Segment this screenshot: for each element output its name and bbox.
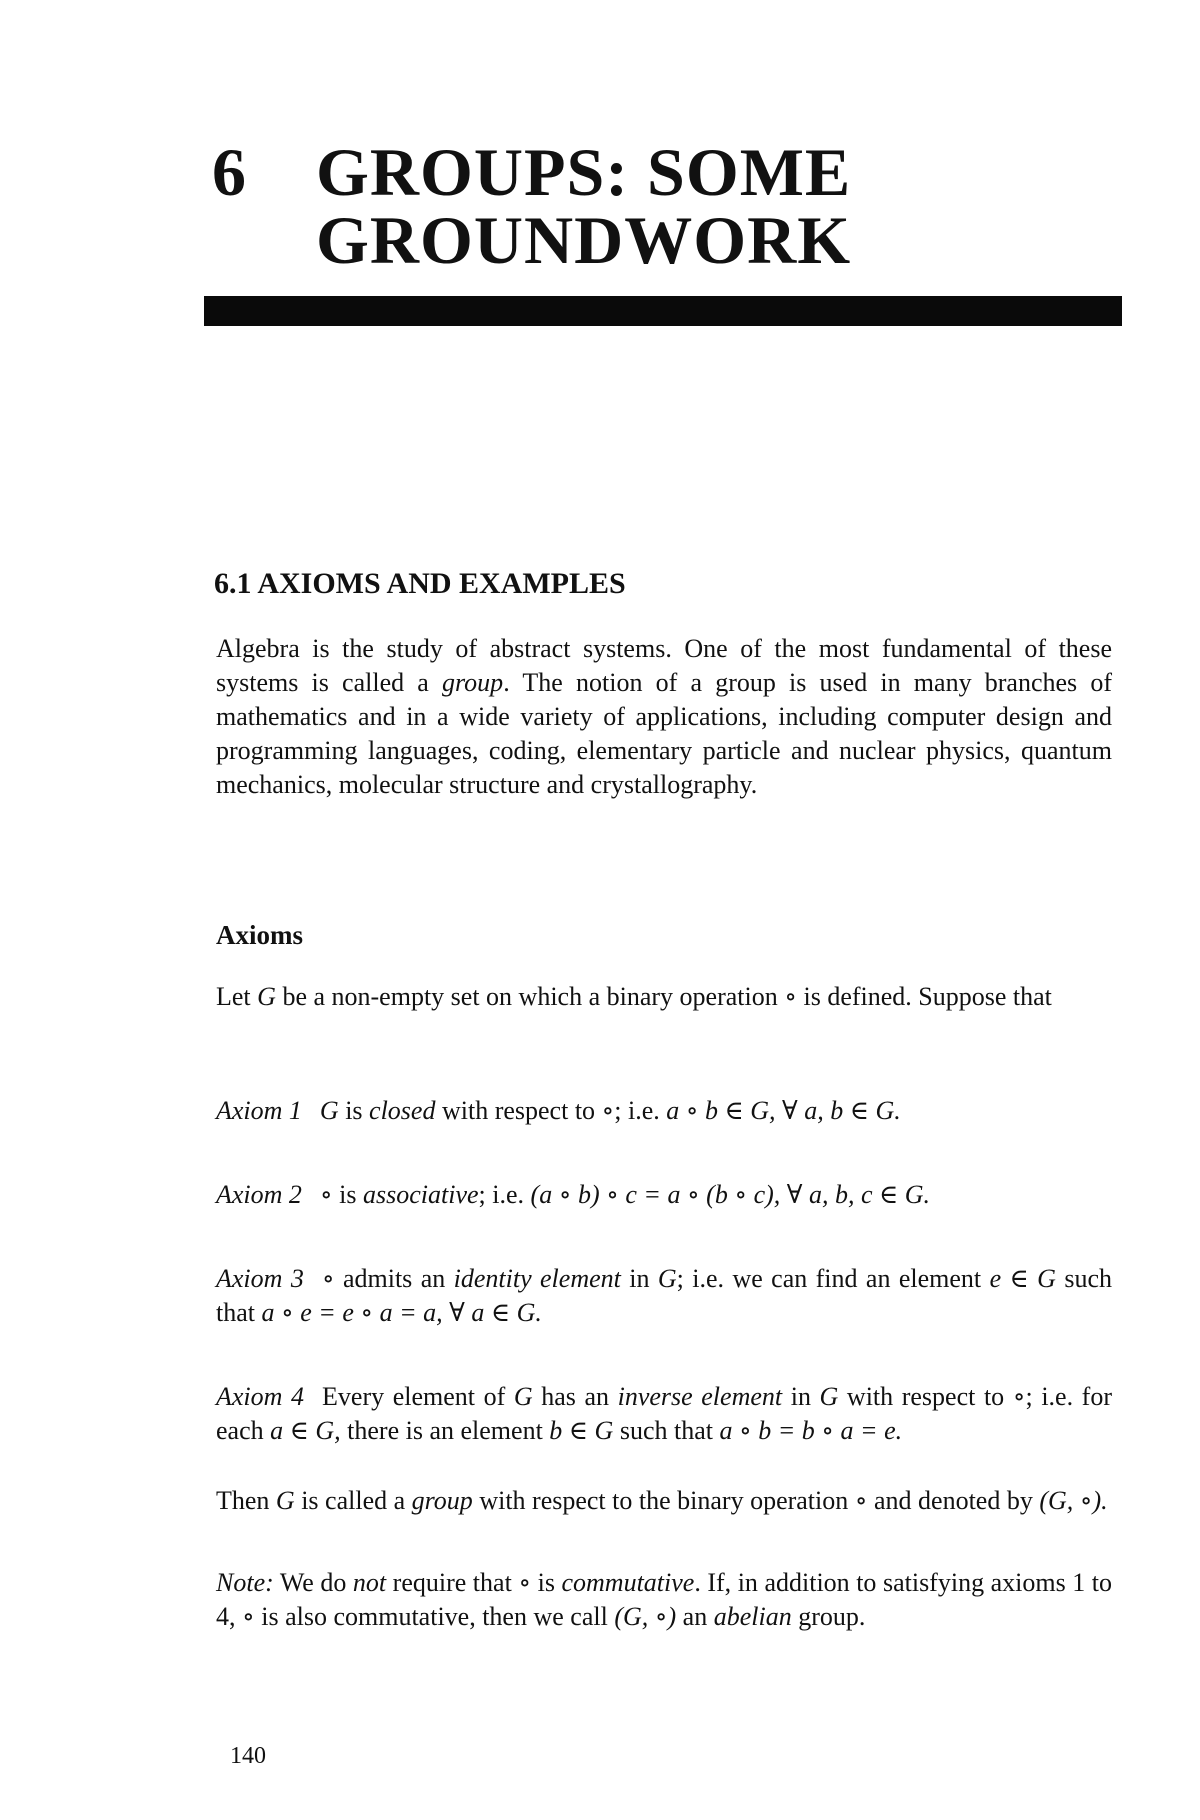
- note-abelian-term: abelian: [713, 1602, 792, 1631]
- let-text-b: be a non-empty set on which a binary operation ∘ is defined. Suppose that: [275, 982, 1052, 1011]
- then-group-term: group: [411, 1486, 473, 1515]
- axiom-2: [216, 1178, 1112, 1212]
- axiom-3-expression-1: e ∈ G: [989, 1264, 1056, 1293]
- axiom-2-expression: (a ∘ b) ∘ c = a ∘ (b ∘ c), ∀ a, b, c ∈ G.: [530, 1180, 931, 1209]
- axiom-3: [216, 1262, 1112, 1330]
- axiom-4-text-b: has an: [532, 1382, 618, 1411]
- axiom-4-text-c: in: [782, 1382, 820, 1411]
- note-text-b: require that ∘ is: [386, 1568, 562, 1597]
- axiom-4-var-g: G: [513, 1382, 533, 1411]
- axiom-2-text-a: ∘ is: [319, 1180, 364, 1209]
- let-var-g: G: [257, 982, 276, 1011]
- axiom-4-inverse-term: inverse element: [617, 1382, 783, 1411]
- then-var-g: G: [275, 1486, 295, 1515]
- axiom-1-text-a: is: [338, 1096, 370, 1125]
- note-text-d: an: [676, 1602, 714, 1631]
- axiom-2-label: Axiom 2: [216, 1180, 302, 1209]
- axiom-4: [216, 1380, 1112, 1448]
- chapter-title-line-1: GROUPS: SOME: [316, 134, 852, 210]
- page-number: 140: [230, 1743, 266, 1769]
- axiom-3-expression-2: a ∘ e = e ∘ a = a, ∀ a ∈ G.: [261, 1298, 542, 1327]
- axiom-3-text-d: such that: [216, 1264, 1112, 1327]
- then-text-c: with respect to the binary operation ∘ and denoted by: [472, 1486, 1040, 1515]
- axiom-1-closed-term: closed: [369, 1096, 436, 1125]
- then-paragraph: [216, 1484, 1112, 1518]
- intro-group-term: group: [442, 668, 504, 697]
- axiom-3-label: Axiom 3: [216, 1264, 304, 1293]
- chapter-title: [316, 134, 852, 278]
- let-paragraph: [216, 980, 1112, 1014]
- intro-text-2: . The notion of a group is used in many branches of mathematics and in a wide variety of applications, including computer design and programming languages, coding, elementary particle and nuclear physics, quantum mechanics, molecular structure and crystallography.: [216, 668, 1112, 799]
- axiom-1: [216, 1094, 1112, 1128]
- axiom-3-text-c: ; i.e. we can find an element: [676, 1264, 990, 1293]
- chapter-number: 6: [212, 134, 247, 210]
- note-label: Note:: [216, 1568, 274, 1597]
- then-text-b: is called a: [294, 1486, 412, 1515]
- axiom-1-expression: a ∘ b ∈ G, ∀ a, b ∈ G.: [666, 1096, 901, 1125]
- axiom-4-expression-3: a ∘ b = b ∘ a = e.: [719, 1416, 903, 1445]
- axioms-heading: Axioms: [216, 920, 303, 950]
- axiom-1-var-g: G: [319, 1096, 339, 1125]
- chapter-rule: [204, 296, 1122, 326]
- axiom-4-text-e: there is an element: [340, 1416, 550, 1445]
- note-expression: (G, ∘): [614, 1602, 677, 1631]
- axiom-4-expression-2: b ∈ G: [549, 1416, 614, 1445]
- axiom-2-text-b: ; i.e.: [478, 1180, 531, 1209]
- axiom-4-var-g-2: G: [819, 1382, 839, 1411]
- intro-text-1: Algebra is the study of abstract systems. One of the most fundamental of these systems is called a: [216, 634, 1112, 697]
- axiom-3-identity-term: identity element: [453, 1264, 621, 1293]
- axiom-2-associative-term: associative: [363, 1180, 479, 1209]
- axiom-4-text-a: Every element of: [322, 1382, 514, 1411]
- note-text-c: . If, in addition to satisfying axioms 1 to 4, ∘ is also commutative, then we call: [216, 1568, 1112, 1631]
- note-text-e: group.: [791, 1602, 866, 1631]
- note-commutative-term: commutative: [561, 1568, 695, 1597]
- axiom-3-var-g: G: [657, 1264, 677, 1293]
- axiom-1-text-b: with respect to ∘; i.e.: [435, 1096, 667, 1125]
- let-text-a: Let: [216, 982, 258, 1011]
- axiom-3-text-b: in: [620, 1264, 658, 1293]
- then-expression: (G, ∘).: [1039, 1486, 1108, 1515]
- axiom-4-expression-1: a ∈ G,: [270, 1416, 341, 1445]
- axiom-4-text-d: with respect to ∘; i.e. for each: [216, 1382, 1113, 1445]
- note-not-term: not: [352, 1568, 387, 1597]
- then-text-a: Then: [216, 1486, 276, 1515]
- axiom-3-text-a: ∘ admits an: [321, 1264, 454, 1293]
- note-paragraph: [216, 1566, 1112, 1634]
- note-text-a: We do: [273, 1568, 353, 1597]
- section-title: 6.1 AXIOMS AND EXAMPLES: [214, 567, 626, 600]
- chapter-title-line-2: GROUNDWORK: [316, 202, 852, 278]
- axiom-1-label: Axiom 1: [216, 1096, 302, 1125]
- intro-paragraph: [216, 632, 1112, 802]
- axiom-4-text-f: such that: [613, 1416, 720, 1445]
- axiom-4-label: Axiom 4: [216, 1382, 305, 1411]
